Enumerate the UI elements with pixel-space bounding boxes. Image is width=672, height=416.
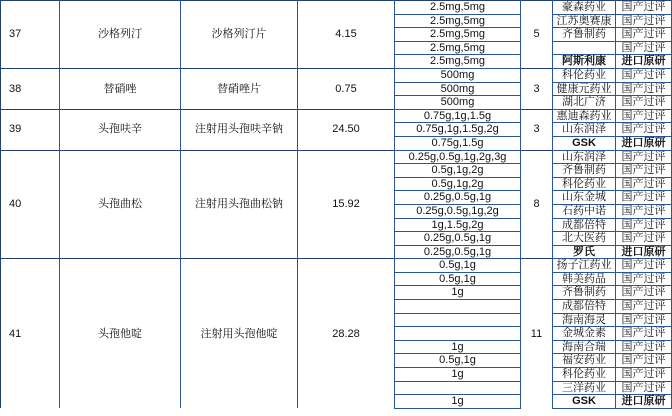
manufacturer-cell: 山东金城 bbox=[553, 191, 616, 205]
spec-cell: 0.5g,1g,2g bbox=[395, 164, 521, 178]
manufacturer-cell: 科伦药业 bbox=[553, 68, 616, 82]
manufacturer-cell: 山东润泽 bbox=[553, 123, 616, 137]
dosage-form: 替硝唑片 bbox=[181, 68, 298, 109]
spec-cell: 0.5g,1g bbox=[395, 272, 521, 286]
row-number: 37 bbox=[1, 1, 60, 69]
unit-price: 28.28 bbox=[298, 259, 395, 409]
spec-cell: 0.25g,0.5g,1g bbox=[395, 232, 521, 246]
manufacturer-cell: 海南海灵 bbox=[553, 313, 616, 327]
spec-cell bbox=[395, 313, 521, 327]
manufacturer-cell: 阿斯利康 bbox=[553, 55, 616, 69]
status-cell: 国产过评 bbox=[616, 272, 672, 286]
row-number: 40 bbox=[1, 150, 60, 259]
manufacturer-cell: 科伦药业 bbox=[553, 368, 616, 382]
table-row bbox=[1, 68, 672, 82]
spec-cell bbox=[395, 327, 521, 341]
status-cell: 进口原研 bbox=[616, 245, 672, 259]
manufacturer-cell: 齐鲁制药 bbox=[553, 286, 616, 300]
status-cell: 国产过评 bbox=[616, 286, 672, 300]
status-cell: 国产过评 bbox=[616, 218, 672, 232]
spec-cell: 2.5mg,5mg bbox=[395, 28, 521, 42]
dosage-form: 注射用头孢曲松钠 bbox=[181, 150, 298, 259]
manufacturer-cell: 豪森药业 bbox=[553, 1, 616, 15]
status-cell: 进口原研 bbox=[616, 136, 672, 150]
status-cell: 国产过评 bbox=[616, 177, 672, 191]
spec-cell: 2.5mg,5mg bbox=[395, 1, 521, 15]
spec-cell: 0.5g,1g bbox=[395, 354, 521, 368]
status-cell: 国产过评 bbox=[616, 204, 672, 218]
status-cell: 国产过评 bbox=[616, 82, 672, 96]
manufacturer-cell: 成都倍特 bbox=[553, 300, 616, 314]
table-row bbox=[1, 150, 672, 164]
table-body bbox=[1, 1, 672, 409]
spec-cell: 0.25g,0.5g,1g bbox=[395, 245, 521, 259]
manufacturer-cell: 惠迪森药业 bbox=[553, 109, 616, 123]
unit-price: 15.92 bbox=[298, 150, 395, 259]
status-cell: 国产过评 bbox=[616, 123, 672, 137]
status-cell: 国产过评 bbox=[616, 164, 672, 178]
maker-count: 5 bbox=[521, 1, 553, 69]
unit-price: 0.75 bbox=[298, 68, 395, 109]
manufacturer-cell: 成都倍特 bbox=[553, 218, 616, 232]
status-cell: 国产过评 bbox=[616, 109, 672, 123]
table-row bbox=[1, 259, 672, 273]
maker-count: 11 bbox=[521, 259, 553, 409]
manufacturer-cell: GSK bbox=[553, 136, 616, 150]
spec-cell: 0.75g,1g,1.5g bbox=[395, 109, 521, 123]
status-cell: 进口原研 bbox=[616, 55, 672, 69]
row-number: 39 bbox=[1, 109, 60, 150]
status-cell: 国产过评 bbox=[616, 191, 672, 205]
manufacturer-cell: GSK bbox=[553, 395, 616, 409]
row-number: 41 bbox=[1, 259, 60, 409]
maker-count: 3 bbox=[521, 68, 553, 109]
manufacturer-cell: 韩美药品 bbox=[553, 272, 616, 286]
spec-cell: 1g bbox=[395, 286, 521, 300]
manufacturer-cell: 齐鲁制药 bbox=[553, 28, 616, 42]
manufacturer-cell: 罗氏 bbox=[553, 245, 616, 259]
spec-cell: 2.5mg,5mg bbox=[395, 14, 521, 28]
spec-cell: 2.5mg,5mg bbox=[395, 55, 521, 69]
maker-count: 8 bbox=[521, 150, 553, 259]
drug-name: 头孢他啶 bbox=[60, 259, 181, 409]
dosage-form: 注射用头孢他啶 bbox=[181, 259, 298, 409]
spec-cell: 0.25g,0.5g,1g bbox=[395, 191, 521, 205]
spec-cell: 500mg bbox=[395, 96, 521, 110]
spec-cell: 500mg bbox=[395, 68, 521, 82]
manufacturer-cell: 健康元药业 bbox=[553, 82, 616, 96]
manufacturer-cell: 海南合瑞 bbox=[553, 340, 616, 354]
manufacturer-cell: 扬子江药业 bbox=[553, 259, 616, 273]
status-cell: 国产过评 bbox=[616, 14, 672, 28]
dosage-form: 注射用头孢呋辛钠 bbox=[181, 109, 298, 150]
spec-cell: 0.75g,1.5g bbox=[395, 136, 521, 150]
status-cell: 国产过评 bbox=[616, 150, 672, 164]
status-cell: 进口原研 bbox=[616, 395, 672, 409]
manufacturer-cell: 江苏奥赛康 bbox=[553, 14, 616, 28]
manufacturer-cell: 石药中诺 bbox=[553, 204, 616, 218]
manufacturer-cell: 福安药业 bbox=[553, 354, 616, 368]
status-cell: 国产过评 bbox=[616, 96, 672, 110]
status-cell: 国产过评 bbox=[616, 259, 672, 273]
manufacturer-cell: 齐鲁制药 bbox=[553, 164, 616, 178]
manufacturer-cell bbox=[553, 41, 616, 55]
dosage-form: 沙格列汀片 bbox=[181, 1, 298, 69]
spec-cell: 0.25g,0.5g,1g,2g,3g bbox=[395, 150, 521, 164]
status-cell: 国产过评 bbox=[616, 300, 672, 314]
spec-cell: 500mg bbox=[395, 82, 521, 96]
status-cell: 国产过评 bbox=[616, 68, 672, 82]
manufacturer-cell: 湖北广济 bbox=[553, 96, 616, 110]
spec-cell: 0.5g,1g bbox=[395, 259, 521, 273]
drug-name: 头孢呋辛 bbox=[60, 109, 181, 150]
spec-cell bbox=[395, 300, 521, 314]
status-cell: 国产过评 bbox=[616, 354, 672, 368]
drug-name: 替硝唑 bbox=[60, 68, 181, 109]
spec-cell: 1g,1.5g,2g bbox=[395, 218, 521, 232]
manufacturer-cell: 金城金素 bbox=[553, 327, 616, 341]
table-row bbox=[1, 1, 672, 15]
row-number: 38 bbox=[1, 68, 60, 109]
unit-price: 24.50 bbox=[298, 109, 395, 150]
status-cell: 国产过评 bbox=[616, 1, 672, 15]
drug-name: 沙格列汀 bbox=[60, 1, 181, 69]
status-cell: 国产过评 bbox=[616, 340, 672, 354]
status-cell: 国产过评 bbox=[616, 368, 672, 382]
spec-cell: 1g bbox=[395, 395, 521, 409]
spec-cell: 0.25g,0.5g,1g,2g bbox=[395, 204, 521, 218]
manufacturer-cell: 科伦药业 bbox=[553, 177, 616, 191]
status-cell: 国产过评 bbox=[616, 41, 672, 55]
spec-cell: 1g bbox=[395, 368, 521, 382]
maker-count: 3 bbox=[521, 109, 553, 150]
spec-cell bbox=[395, 381, 521, 395]
table-row bbox=[1, 109, 672, 123]
status-cell: 国产过评 bbox=[616, 313, 672, 327]
spec-cell: 1g bbox=[395, 340, 521, 354]
spec-cell: 0.75g,1g,1.5g,2g bbox=[395, 123, 521, 137]
manufacturer-cell: 北大医药 bbox=[553, 232, 616, 246]
spec-cell: 0.5g,1g,2g bbox=[395, 177, 521, 191]
status-cell: 国产过评 bbox=[616, 28, 672, 42]
drug-name: 头孢曲松 bbox=[60, 150, 181, 259]
manufacturer-cell: 山东润泽 bbox=[553, 150, 616, 164]
status-cell: 国产过评 bbox=[616, 232, 672, 246]
manufacturer-cell: 三洋药业 bbox=[553, 381, 616, 395]
status-cell: 国产过评 bbox=[616, 327, 672, 341]
unit-price: 4.15 bbox=[298, 1, 395, 69]
status-cell: 国产过评 bbox=[616, 381, 672, 395]
spec-cell: 2.5mg,5mg bbox=[395, 41, 521, 55]
